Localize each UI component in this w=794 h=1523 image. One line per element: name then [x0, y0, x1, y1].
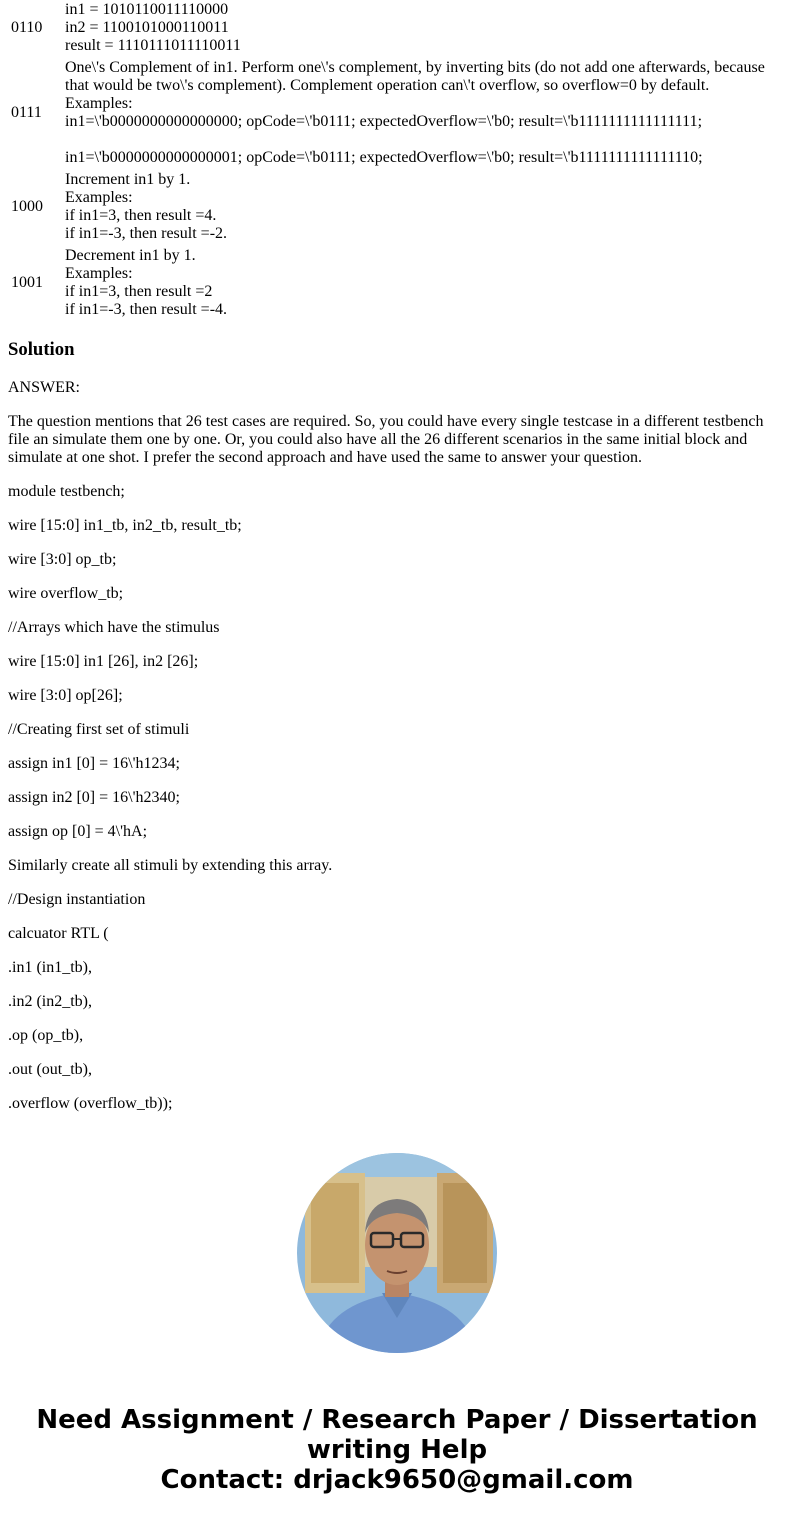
description-line: Decrement in1 by 1. [65, 247, 196, 264]
description-line: Examples: [65, 189, 133, 206]
description-line: Increment in1 by 1. [65, 171, 191, 188]
code-line: module testbench; [8, 483, 125, 500]
intro-paragraph: The question mentions that 26 test cases are required. So, you could have every single testcase in a different testbench file an simulate them one by one. Or, you could also have all the 26 different scenarios in the same initial block and simulate at one shot. I prefer the second approach and have used the same to answer your question. [8, 413, 764, 466]
code-line: //Creating first set of stimuli [8, 721, 190, 738]
opcode-cell: 1001 [11, 274, 43, 291]
solution-heading: Solution [8, 339, 75, 360]
table-row [10, 246, 776, 320]
promo-line: writing Help [306, 1435, 488, 1465]
description-line: in1=\'b0000000000000000; opCode=\'b0111; expectedOverflow=\'b0; result=\'b1111111111111111; [65, 113, 703, 130]
code-line: assign in1 [0] = 16\'h1234; [8, 755, 180, 772]
code-line: wire overflow_tb; [8, 585, 124, 602]
code-line: //Arrays which have the stimulus [8, 619, 220, 636]
tutor-photo [297, 1153, 497, 1353]
opcode-cell: 0110 [11, 19, 43, 36]
table-row [10, 0, 776, 56]
code-line: wire [15:0] in1 [26], in2 [26]; [8, 653, 199, 670]
description-line: if in1=3, then result =2 [65, 283, 213, 300]
code-line: .in1 (in1_tb), [8, 959, 92, 976]
opcode-cell: 0111 [11, 104, 42, 121]
code-line: assign op [0] = 4\'hA; [8, 823, 148, 840]
opcode-description [64, 246, 776, 320]
table-row [10, 170, 776, 244]
code-line: wire [15:0] in1_tb, in2_tb, result_tb; [8, 517, 242, 534]
description-line: One\'s Complement of in1. Perform one\'s complement, by inverting bits (do not add one afterwards, because [65, 59, 765, 76]
code-line: .out (out_tb), [8, 1061, 92, 1078]
code-line: //Design instantiation [8, 891, 146, 908]
promo-banner [0, 1405, 794, 1495]
blank-line [65, 131, 775, 149]
code-line: .in2 (in2_tb), [8, 993, 92, 1010]
code-line: assign in2 [0] = 16\'h2340; [8, 789, 180, 806]
opcode-description [64, 170, 776, 244]
code-line: wire [3:0] op_tb; [8, 551, 117, 568]
description-line: if in1=-3, then result =-2. [65, 225, 228, 242]
code-line: wire [3:0] op[26]; [8, 687, 123, 704]
code-line: .op (op_tb), [8, 1027, 84, 1044]
promo-line: Need Assignment / Research Paper / Dissertation [36, 1405, 758, 1435]
code-line: Similarly create all stimuli by extending this array. [8, 857, 333, 874]
description-line: if in1=-3, then result =-4. [65, 301, 228, 318]
opcode-description [64, 0, 776, 56]
description-line: that would be two\'s complement). Complement operation can\'t overflow, so overflow=0 by default. [65, 77, 710, 94]
table-row [10, 58, 776, 168]
description-line: in2 = 1100101000110011 [65, 19, 229, 36]
description-line: in1=\'b0000000000000001; opCode=\'b0111; expectedOverflow=\'b0; result=\'b1111111111111110; [65, 149, 703, 166]
description-line: Examples: [65, 265, 133, 282]
description-line: Examples: [65, 95, 133, 112]
code-line: calcuator RTL ( [8, 925, 109, 942]
description-line: in1 = 1010110011110000 [65, 1, 229, 18]
description-line: if in1=3, then result =4. [65, 207, 217, 224]
description-line: result = 1110111011110011 [65, 37, 241, 54]
opcode-cell: 1000 [11, 198, 43, 215]
opcode-description [64, 58, 776, 168]
opcode-table [8, 0, 778, 322]
answer-label: ANSWER: [8, 379, 80, 396]
promo-contact: Contact: drjack9650@gmail.com [160, 1465, 634, 1495]
code-line: .overflow (overflow_tb)); [8, 1095, 173, 1112]
avatar [297, 1153, 497, 1353]
